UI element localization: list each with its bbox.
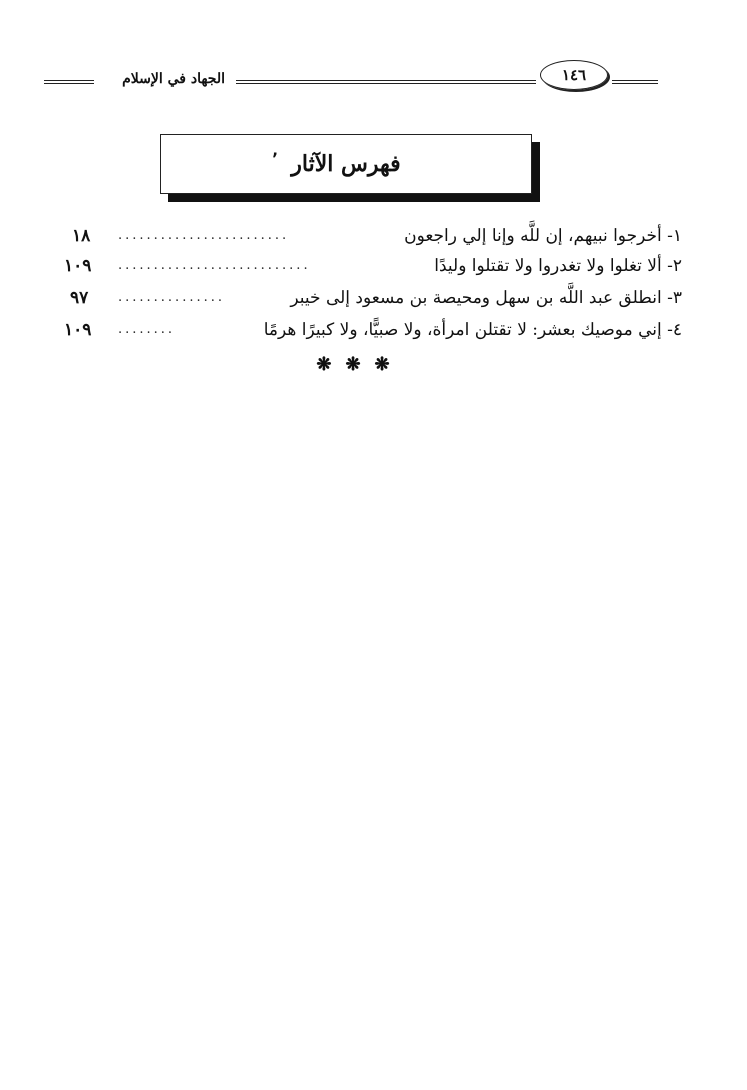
page-header xyxy=(0,60,747,100)
list-item xyxy=(62,222,682,252)
entry-text: ٤- إني موصيك بعشر: لا تقتلن امرأة، ولا صبيًّا، ولا كبيرًا هرمًا xyxy=(263,320,682,340)
entry-leader-dots: ........ xyxy=(118,322,176,337)
section-title-mark: ٬ xyxy=(272,150,278,171)
section-title: فهرس الآثار xyxy=(160,134,532,194)
entry-leader-dots: ........................ xyxy=(118,228,290,243)
header-rule-right xyxy=(612,80,658,84)
entry-page-number: ١٠٩ xyxy=(64,256,92,276)
page-number: ١٤٦ xyxy=(540,60,608,90)
header-rule-middle xyxy=(236,80,536,84)
entry-leader-dots: ............... xyxy=(118,290,225,305)
list-item xyxy=(62,252,682,282)
header-rule-left xyxy=(44,80,94,84)
list-item xyxy=(62,316,682,346)
entry-page-number: ١٠٩ xyxy=(64,320,92,340)
entry-page-number: ١٨ xyxy=(72,226,91,246)
entry-text: ٣- انطلق عبد اللَّه بن سهل ومحيصة بن مسعود إلى خيبر xyxy=(290,288,682,308)
header-title: الجهاد في الإسلام xyxy=(122,71,225,87)
entry-leader-dots: ........................... xyxy=(118,258,311,273)
end-marks: ❋❋❋ xyxy=(316,354,404,375)
entry-page-number: ٩٧ xyxy=(70,288,89,308)
list-item xyxy=(62,284,682,314)
entry-text: ١- أخرجوا نبيهم، إن للَّه وإنا إلي راجعون xyxy=(404,226,682,246)
entry-text: ٢- ألا تغلوا ولا تغدروا ولا تقتلوا وليدًا xyxy=(434,256,682,276)
